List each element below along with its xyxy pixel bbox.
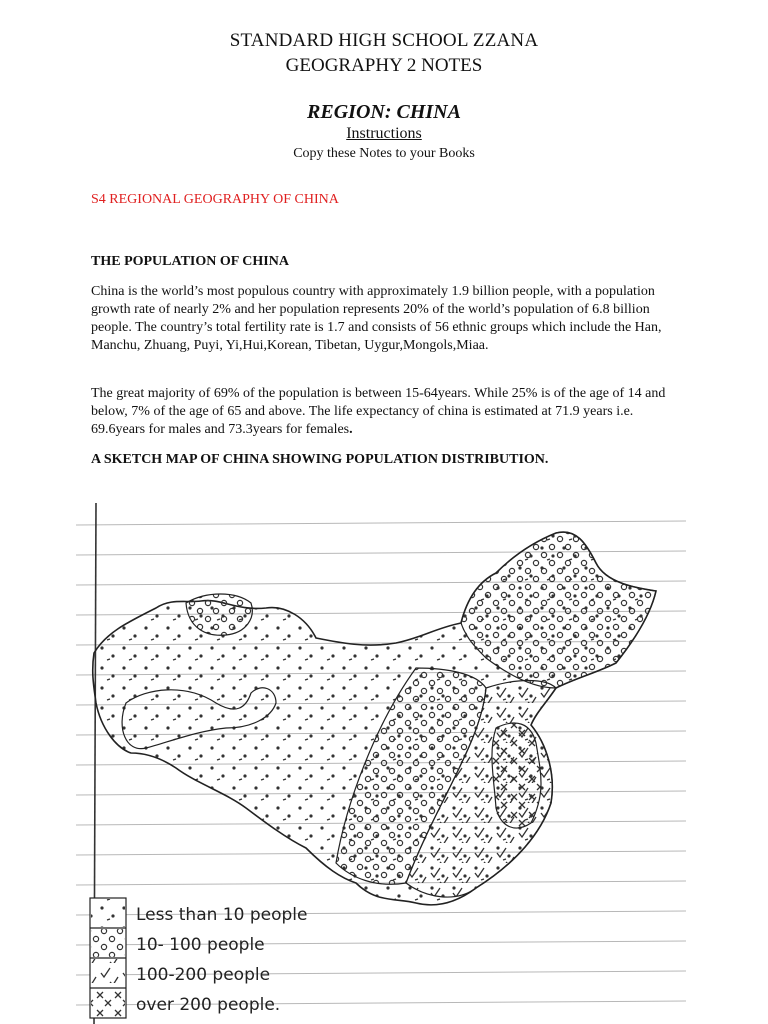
- legend-label-4: over 200 people.: [136, 995, 281, 1015]
- instructions-title: Instructions: [346, 125, 422, 142]
- legend-label-2: 10- 100 people: [136, 935, 265, 955]
- section-label: S4 REGIONAL GEOGRAPHY OF CHINA: [91, 192, 339, 207]
- region-title: REGION: CHINA: [307, 101, 461, 123]
- legend-symbol-circles: [91, 929, 125, 957]
- paragraph-2-end: .: [349, 422, 353, 437]
- map-heading: A SKETCH MAP OF CHINA SHOWING POPULATION DISTRIBUTION.: [91, 452, 549, 467]
- population-paragraph-2: [91, 385, 673, 439]
- china-population-sketch-map: [76, 503, 686, 1024]
- legend-symbol-ticks: [91, 959, 125, 987]
- legend-symbol-dots: [91, 899, 125, 927]
- legend-label-3: 100-200 people: [136, 965, 271, 985]
- school-name: STANDARD HIGH SCHOOL ZZANA: [229, 30, 539, 51]
- coastal-region: [492, 723, 541, 828]
- subject-title: GEOGRAPHY 2 NOTES: [285, 55, 483, 76]
- legend-symbol-crosses: [91, 989, 125, 1017]
- population-paragraph-1: China is the world’s most populous country with approximately 1.9 billion people, with a population growth rate of nearly 2% and her population represents 20% of the world’s population of 6.8 billion people. The country’s total fertility rate is 1.7 and consists of 56 ethnic groups which include the Han, Manchu, Zhuang, Puyi, Yi,Hui,Korean, Tibetan, Uygur,Mongols,Miaa.: [91, 284, 662, 353]
- population-heading: THE POPULATION OF CHINA: [91, 254, 289, 269]
- map-legend: [90, 898, 307, 1018]
- instructions-text: Copy these Notes to your Books: [293, 146, 475, 161]
- paragraph-2-text: The great majority of 69% of the population is between 15-64years. While 25% is of the age of 14 and below, 7% of the age of 65 and above. The life expectancy of china is estimated at 71.9 years i.e. 69.6years for males and 73.3years for females: [91, 386, 666, 437]
- legend-label-1: Less than 10 people: [136, 905, 308, 925]
